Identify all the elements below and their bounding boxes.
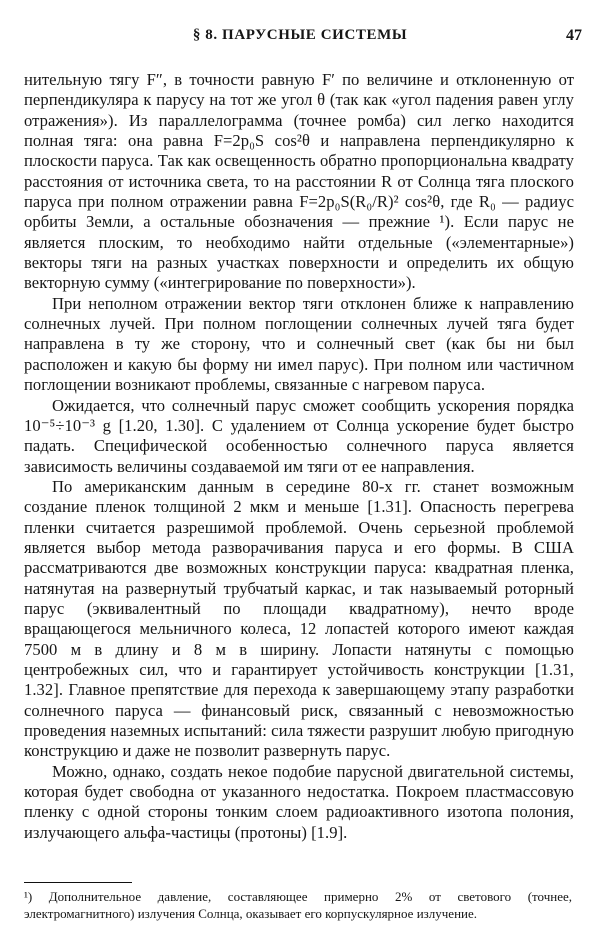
footnote: ¹) Дополнительное давление, составляющее примерно 2% от светового (точнее, электромагнитного) излучения Солнца, оказывает его корпускулярное излучение.	[24, 889, 572, 921]
footnote-divider	[24, 882, 132, 883]
section-title: § 8. ПАРУСНЫЕ СИСТЕМЫ	[192, 27, 408, 43]
paragraph-3: Ожидается, что солнечный парус сможет сообщить ускорения порядка 10⁻⁵÷10⁻³ g [1.20, 1.30]. С удалением от Солнца ускорение будет быстро падать. Специфической особенностью солнечного паруса является зависимость величины создаваемой им тяги от ее направления.	[24, 395, 574, 476]
page-number: 47	[566, 27, 582, 44]
paragraph-1: нительную тягу F″, в точности равную F′ по величине и отклоненную от перпендикуляра к парусу на тот же угол θ (так как «угол падения равен углу отражения»). Из параллелограмма (точнее ромба) сил легко находится полная тяга: она равна F=2p₀S cos²θ и направлена перпендикулярно к плоскости паруса. Так как освещенность обратно пропорциональна квадрату расстояния от источника света, то на расстоянии R от Солнца тяга плоского паруса при полном отражении равна F=2p₀S(R₀/R)² cos²θ, где R₀ — радиус орбиты Земли, а остальные обозначения — прежние ¹). Если парус не является плоским, то необходимо найти отдельные («элементарные») векторы тяги на разных участках поверхности и определить их общую векторную сумму («интегрирование по поверхности»).	[24, 70, 574, 293]
page-header	[18, 27, 582, 51]
paragraph-2: При неполном отражении вектор тяги отклонен ближе к направлению солнечных лучей. При полном поглощении солнечных лучей тяга будет направлена в ту же сторону, что и солнечный свет (как бы ни был расположен и какую бы форму ни имел парус). При полном или частичном поглощении возникают проблемы, связанные с нагревом паруса.	[24, 293, 574, 395]
main-text	[24, 70, 574, 843]
paragraph-5: Можно, однако, создать некое подобие парусной двигательной системы, которая будет свободна от указанного недостатка. Покроем пластмассовую пленку с одной стороны тонким слоем радиоактивного изотопа полония, излучающего альфа-частицы (протоны) [1.9].	[24, 761, 574, 842]
paragraph-4: По американским данным в середине 80-х гг. станет возможным создание пленок толщиной 2 мкм и меньше [1.31]. Опасность перегрева пленки считается разрешимой проблемой. Очень серьезной проблемой является выбор метода разворачивания паруса и его формы. В США рассматриваются две возможных конструкции паруса: квадратная пленка, натянутая на развернутый трубчатый каркас, и так называемый роторный парус (эквивалентный по площади квадратному), нечто вроде вращающегося мельничного колеса, 12 лопастей которого имеют каждая 7500 м в длину и 8 м в ширину. Лопасти натянуты с помощью центробежных сил, что и гарантирует устойчивость конструкции [1.31, 1.32]. Главное препятствие для перехода к завершающему этапу разработки солнечного паруса — финансовый риск, связанный с невозможностью проведения наземных испытаний: сила тяжести разрушит любую пригодную конструкцию и даже не позволит развернуть парус.	[24, 476, 574, 761]
